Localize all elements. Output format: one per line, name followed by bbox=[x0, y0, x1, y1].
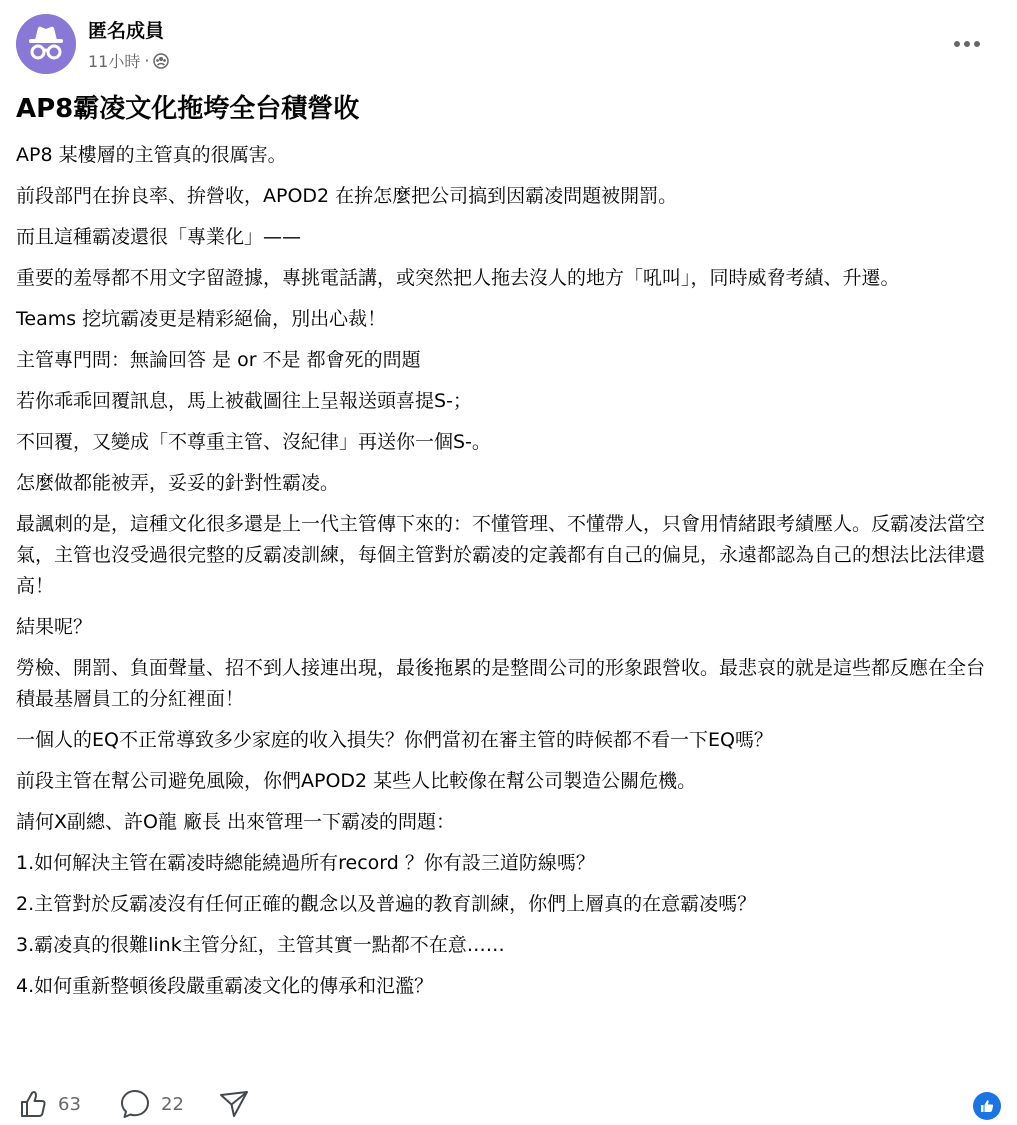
post-paragraph: 1.如何解決主管在霸凌時總能繞過所有record ？你有設三道防線嗎？ bbox=[16, 852, 595, 874]
more-options-button[interactable] bbox=[947, 24, 987, 64]
like-badge-icon[interactable] bbox=[973, 1092, 1001, 1120]
group-audience-icon bbox=[153, 53, 169, 69]
like-button[interactable] bbox=[18, 1086, 81, 1122]
post-paragraph: 3.霸凌真的很難link主管分紅，主管其實一點都不在意…… bbox=[16, 934, 505, 956]
post-paragraph: 請何X副總、許O龍 廠長 出來管理一下霸凌的問題： bbox=[16, 811, 456, 833]
meta-separator: · bbox=[144, 51, 150, 70]
share-arrow-icon bbox=[218, 1088, 250, 1120]
post-paragraph: 2.主管對於反霸凌沒有任何正確的觀念以及普遍的教育訓練，你們上層真的在意霸凌嗎？ bbox=[16, 893, 757, 915]
like-count: 63 bbox=[58, 1093, 81, 1115]
post-paragraph: 最諷刺的是，這種文化很多還是上一代主管傳下來的：不懂管理、不懂帶人，只會用情緒跟考績壓人。反霸凌法當空氣，主管也沒受過很完整的反霸凌訓練，每個主管對於霸凌的定義都有自己的偏見，永遠都認為自己的想法比法律還高！ bbox=[16, 513, 986, 597]
post-paragraph: 若你乖乖回覆訊息，馬上被截圖往上呈報送頭喜提S-； bbox=[16, 390, 472, 412]
thumbs-up-icon bbox=[18, 1089, 48, 1119]
post-paragraph: 前段部門在拚良率、拚營收，APOD2 在拚怎麼把公司搞到因霸凌問題被開罰。 bbox=[16, 185, 678, 207]
post-meta bbox=[88, 49, 169, 72]
post-paragraph: 4.如何重新整頓後段嚴重霸凌文化的傳承和氾濫？ bbox=[16, 975, 434, 997]
post-paragraph: 重要的羞辱都不用文字留證據，專挑電話講，或突然把人拖去沒人的地方「吼叫」，同時威脅考績、升遷。 bbox=[16, 267, 900, 289]
author-name[interactable]: 匿名成員 bbox=[88, 20, 165, 42]
post-paragraph: 怎麼做都能被弄，妥妥的針對性霸凌。 bbox=[16, 472, 340, 494]
post-paragraph: 而且這種霸凌還很「專業化」—— bbox=[16, 226, 302, 248]
share-button[interactable] bbox=[218, 1086, 250, 1122]
post-paragraph: Teams 挖坑霸凌更是精彩絕倫，別出心裁！ bbox=[16, 308, 387, 330]
post-paragraph: 結果呢？ bbox=[16, 616, 93, 638]
avatar[interactable] bbox=[16, 14, 76, 74]
post-actions-bar bbox=[16, 1086, 1001, 1122]
post-title: AP8霸凌文化拖垮全台積營收 bbox=[16, 94, 360, 124]
post-paragraph: 前段主管在幫公司避免風險，你們APOD2 某些人比較像在幫公司製造公關危機。 bbox=[16, 770, 697, 792]
comment-button[interactable] bbox=[119, 1086, 184, 1122]
post-paragraph: AP8 某樓層的主管真的很厲害。 bbox=[16, 144, 287, 166]
post-header bbox=[16, 14, 1001, 78]
post-paragraph: 一個人的EQ不正常導致多少家庭的收入損失？你們當初在審主管的時候都不看一下EQ嗎？ bbox=[16, 729, 773, 751]
post-paragraph: 勞檢、開罰、負面聲量、招不到人接連出現，最後拖累的是整間公司的形象跟營收。最悲哀的就是這些都反應在全台積最基層員工的分紅裡面！ bbox=[16, 657, 986, 710]
comment-count: 22 bbox=[161, 1093, 184, 1115]
post-paragraph: 不回覆，又變成「不尊重主管、沒紀律」再送你一個S-。 bbox=[16, 431, 491, 453]
comment-bubble-icon bbox=[119, 1088, 151, 1120]
anonymous-incognito-icon bbox=[16, 14, 76, 74]
more-dots-icon bbox=[953, 40, 981, 48]
post-body bbox=[16, 140, 1001, 1012]
timestamp[interactable]: 11小時 bbox=[88, 52, 141, 71]
post-paragraph: 主管專門問：無論回答 是 or 不是 都會死的問題 bbox=[16, 349, 421, 371]
